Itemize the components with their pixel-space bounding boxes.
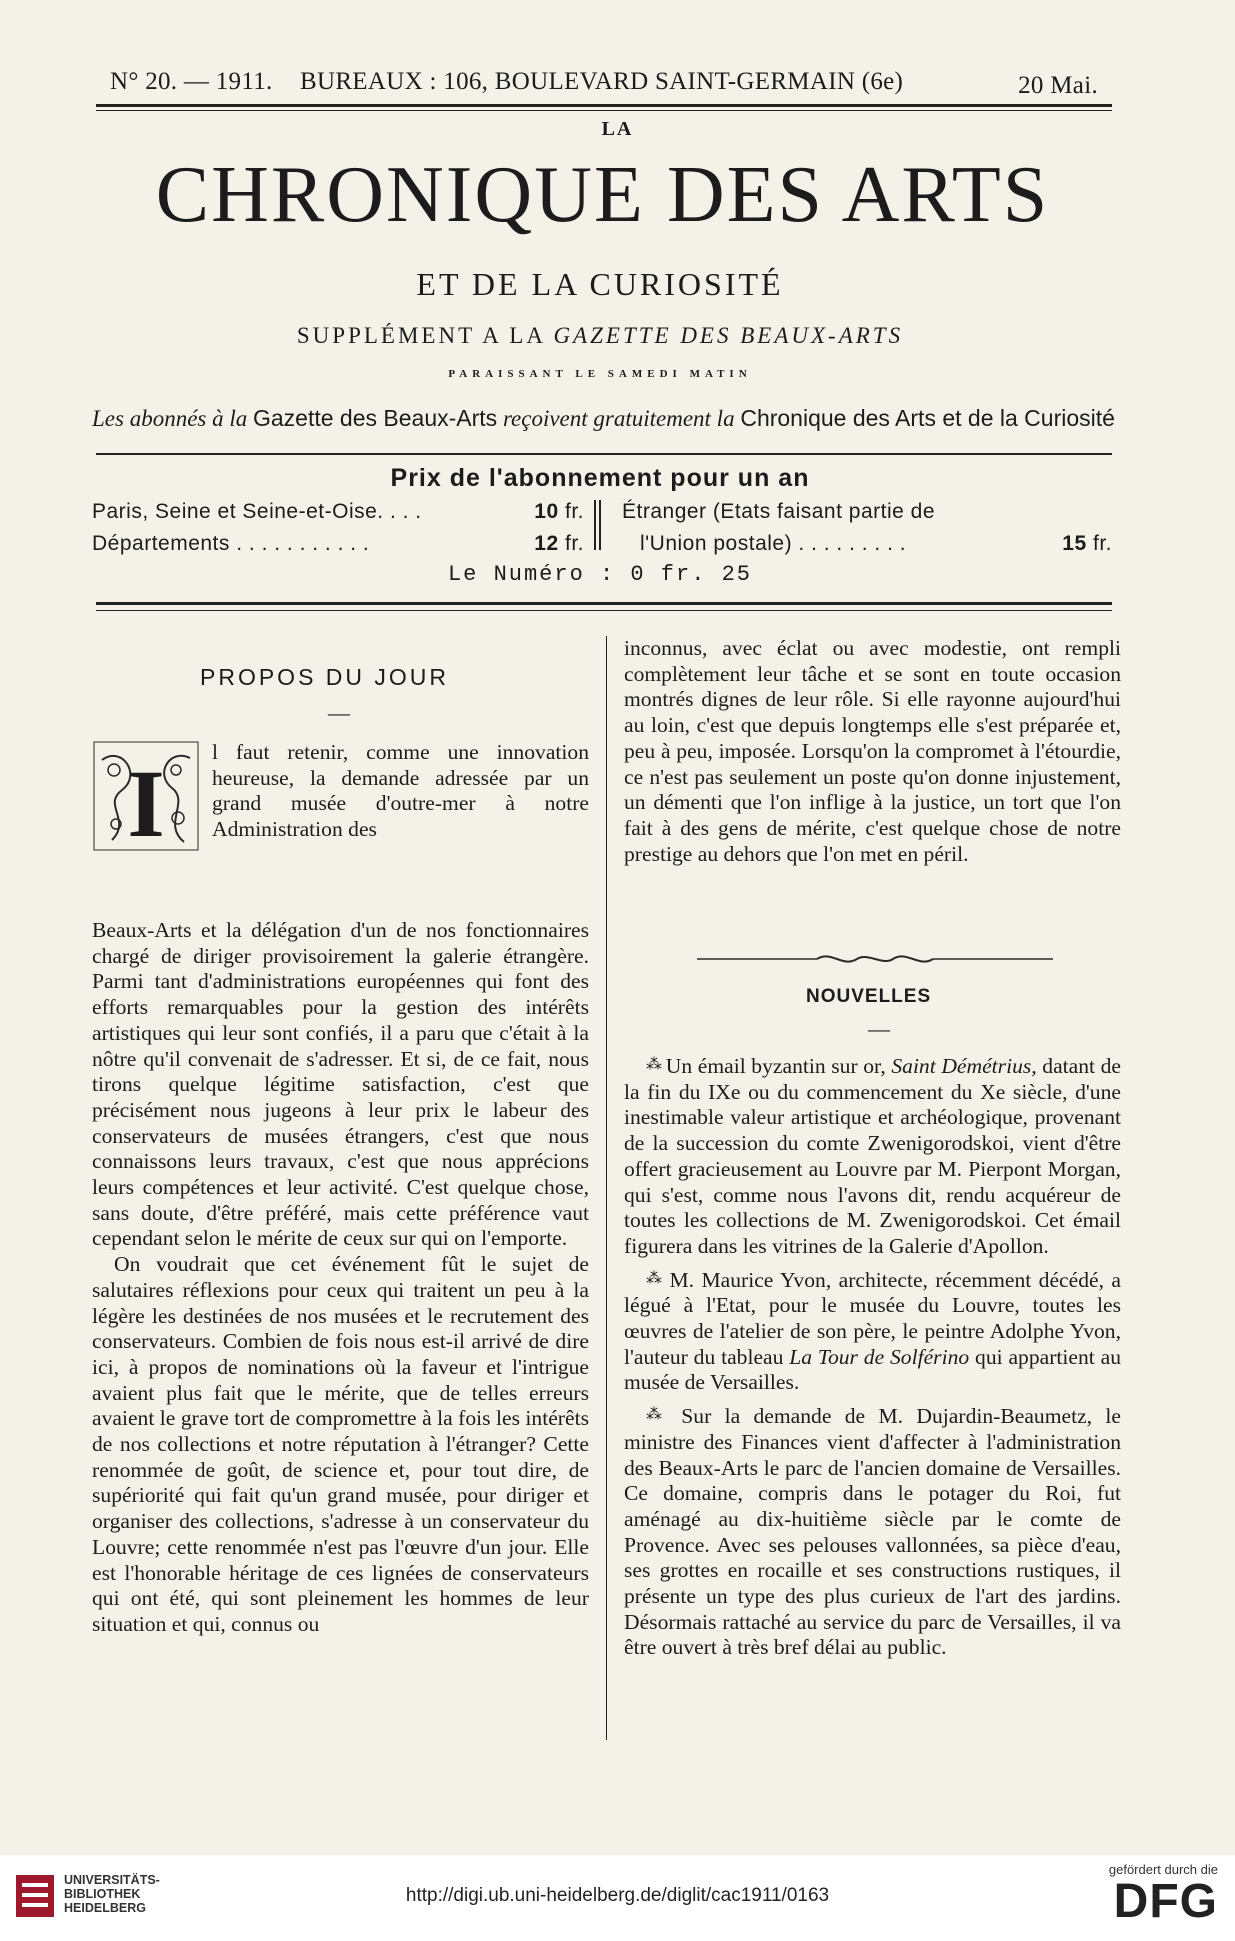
prices-rule-thin (96, 610, 1112, 611)
masthead-supplement (0, 323, 1200, 349)
masthead-title: CHRONIQUE DES ARTS (155, 151, 1050, 239)
propos-paragraph-1: Beaux-Arts et la délégation d'un de nos fonctionnaires chargé de diriger provisoirement la galerie étrangère. Parmi tant d'administrations européennes qui font des efforts remarquables pour la gestion des intérêts artistiques qui leur sont confiés, il a paru que c'était à la nôtre qu'il convenait de s'adresser. Et si, de ce fait, nous tirons quelque légitime satisfaction, c'est que précisément nous jugeons à leur prix le labeur des conservateurs de musées étrangers, c'est que nous connaissons leurs travaux, c'est que nous apprécions leurs compétences et leur activité. C'est quelque chose, sans doute, d'être préféré, mais cette préférence vaut cependant selon le mérite de ceux sur qui on l'emporte. (92, 918, 589, 1251)
news-2-italic: La Tour de Solférino (789, 1344, 970, 1369)
dfg-logo: DFG (1113, 1875, 1218, 1928)
abonnes-part-4: Chronique des Arts et de la Curiosité (740, 405, 1115, 431)
etranger-label: l'Union postale) . . . . . . . . . (640, 532, 907, 555)
library-line-3: HEIDELBERG (64, 1901, 146, 1915)
paris-label: Paris, Seine et Seine-et-Oise. . . . (92, 500, 422, 523)
news-2-a: M. Maurice Yvon, architecte, récemment décédé, a légué à l'Etat, pour le musée du Louvre, toutes les œuvres de l'atelier de son père, le peintre Adolphe Yvon, l'auteur du tableau (624, 1267, 1121, 1369)
prices-rule-thick (96, 602, 1112, 605)
masthead-la: LA (601, 118, 634, 140)
news-item-1 (624, 1052, 1121, 1260)
propos-paragraph-3: inconnus, avec éclat ou avec modestie, ont rempli complètement leur tâche et se sont en toute occasion montrés dignes de leur rôle. Si elle rayonne aujourd'hui au loin, c'est que depuis longtemps elle s'est préparée et, peu à peu, imposée. Lorsqu'on la compromet à l'étourdie, ce n'est pas seulement un poste qu'on donne injustement, un démenti que l'on inflige à la justice, un tort que l'on fait à des gens de mérite, c'est quelque chose de notre prestige au dehors que l'on met en péril. (624, 636, 1121, 866)
asterism-icon: ⁂ (646, 1406, 668, 1424)
paris-currency: fr. (564, 500, 584, 523)
news-item-2 (624, 1266, 1121, 1397)
news-1-italic: Saint Démétrius, (891, 1054, 1037, 1078)
header-rule-thick (96, 104, 1112, 107)
abonnes-part-1: Les abonnés à la (92, 406, 248, 431)
initial-letter: I (127, 750, 165, 852)
ornamental-divider-icon (697, 950, 1053, 968)
propos-title: PROPOS DU JOUR (200, 664, 450, 690)
single-issue-price: Le Numéro : 0 fr. 25 (447, 562, 753, 587)
nouvelles-dash: — (868, 1016, 890, 1041)
supplement-prefix: SUPPLÉMENT A LA (296, 323, 545, 348)
asterism-icon: ⁂ (646, 1269, 663, 1287)
price-etranger-line2 (640, 532, 1112, 556)
propos-paragraph-2: On voudrait que cet événement fût le sujet de salutaires réflexions pour ceux qui traitent un peu à la légère les destinées de nos musées et le recrutement des conservateurs. Combien de fois nous est-il arrivé de dire ici, à propos de nominations où la faveur et l'intrigue avaient plus fait que le mérite, que de telles erreurs avaient le grave tort de compromettre à la fois les intérêts de nos collections et notre réputation à l'étranger? Cette renommée de goût, de science et, pour tout dire, de supériorité qui fait qu'un grand musée, pour diriger et organiser des collections, s'adresse à un conservateur du Louvre; cette renommée n'est pas l'œuvre d'un jour. Elle est l'honorable héritage de ces lignées de conservateurs qui ont été, qui sont pleinement les hommes de leur situation et qui, connus ou (92, 1252, 589, 1636)
etranger-price: 15 (1062, 532, 1087, 555)
publication-schedule: PARAISSANT LE SAMEDI MATIN (448, 368, 752, 380)
issue-date: 20 Mai. (1018, 72, 1098, 99)
news-1-a: Un émail byzantin sur or, (665, 1054, 886, 1078)
supplement-gazette: GAZETTE DES BEAUX-ARTS (553, 323, 904, 348)
subscription-title: Prix de l'abonnement pour un an (390, 464, 810, 492)
price-paris (92, 500, 584, 524)
abonnes-part-2: Gazette des Beaux-Arts (253, 405, 498, 431)
issue-number: N° 20. — 1911. (110, 68, 273, 95)
ornamental-initial-icon (92, 740, 200, 852)
left-column (92, 918, 589, 1638)
library-line-2: BIBLIOTHEK (64, 1887, 141, 1901)
subscriber-note (92, 405, 1115, 432)
asterism-icon: ⁂ (646, 1056, 661, 1073)
masthead-subtitle: ET DE LA CURIOSITÉ (416, 266, 784, 302)
news-2-b: qui appartient au musée de Versailles. (624, 1344, 1121, 1395)
funded-by-text: gefördert durch die (1108, 1862, 1218, 1877)
departements-label: Départements . . . . . . . . . . . (92, 532, 370, 555)
etranger-currency: fr. (1092, 532, 1112, 555)
price-departements (92, 532, 584, 556)
price-etranger-line1: Étranger (Etats faisant partie de (622, 500, 935, 523)
header-rule-thin (96, 110, 1112, 111)
propos-opening (212, 740, 589, 843)
news-3: Sur la demande de M. Dujardin-Beaumetz, le ministre des Finances vient d'affecter à l'administration des Beaux-Arts le parc de l'ancien domaine de Versailles. Ce domaine, compris dans le potager du Roi, fut aménagé au dix-huitième siècle par le comte de Provence. Avec ses pelouses vallonnées, sa pièce d'eau, ses grottes en rocaille et ses constructions rustiques, il présente un type des plus curieux de l'art des jardins. Désormais rattaché au service du parc de Versailles, il va être ouvert à très bref délai au public. (624, 1404, 1121, 1660)
paris-price: 10 (534, 500, 559, 523)
price-divider-left (594, 500, 596, 550)
column-divider (606, 636, 607, 1740)
digitization-url[interactable]: http://digi.ub.uni-heidelberg.de/diglit/cac1911/0163 (405, 1885, 830, 1906)
bureaux-address: BUREAUX : 106, BOULEVARD SAINT-GERMAIN (6e) (300, 68, 904, 95)
propos-dash: — (328, 700, 350, 725)
news-item-3 (624, 1402, 1121, 1661)
departements-currency: fr. (564, 532, 584, 555)
departements-price: 12 (534, 532, 559, 555)
masthead-rule (96, 453, 1112, 455)
right-column (624, 636, 1121, 867)
library-line-1: UNIVERSITÄTS- (64, 1873, 160, 1887)
price-divider-right (599, 500, 601, 550)
nouvelles-title: NOUVELLES (806, 986, 932, 1007)
abonnes-part-3: reçoivent gratuitement la (502, 406, 735, 431)
nouvelles-items (624, 1052, 1121, 1661)
propos-opening-text: l faut retenir, comme une innovation heureuse, la demande adressée par un grand musée d'outre-mer à notre Administration des (212, 740, 589, 842)
news-1-b: datant de la fin du IXe ou du commencement du Xe siècle, d'une inestimable valeur artistique et archéologique, provenant de la succession du comte Zwenigorodskoi, vient d'être offert gracieusement au Louvre par M. Pierpont Morgan, qui s'est, comme nous l'avons dit, rendu acquéreur de toutes les collections de M. Zwenigorodskoi. Cet émail figurera dans les vitrines de la Galerie d'Apollon. (624, 1054, 1122, 1258)
